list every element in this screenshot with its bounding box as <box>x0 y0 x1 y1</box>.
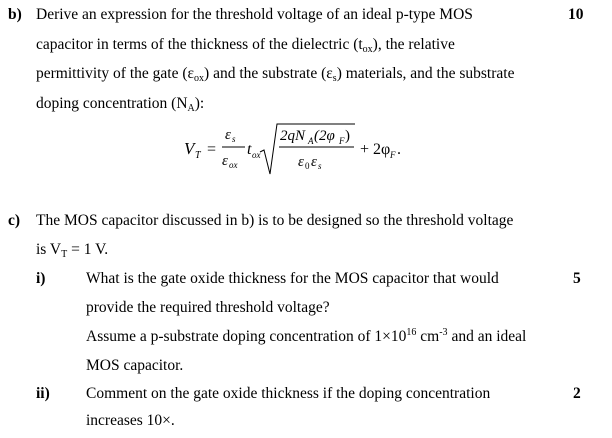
eq-rad-num: 2qN <box>280 128 306 144</box>
eq-equals: = <box>207 141 217 158</box>
eq-tail-sub: F <box>390 150 396 160</box>
part-c-i-line-2: provide the required threshold voltage? <box>86 299 330 316</box>
eq-lhs-sub: T <box>195 150 201 161</box>
eq-tail-end: . <box>397 141 401 158</box>
eq-tail: + 2φ <box>360 141 391 158</box>
eq-frac-num-sub: s <box>232 134 236 144</box>
eq-lhs: V <box>184 139 195 158</box>
eq-rad-num-paren: (2φ <box>314 128 335 144</box>
part-b-line-3: permittivity of the gate (εox) and the substrate (εs) materials, and the substrate <box>36 65 515 84</box>
part-c-i-line-1: What is the gate oxide thickness for the MOS capacitor that would <box>86 270 499 287</box>
eq-rad-den-sub: s <box>318 161 322 171</box>
eq-rad-num-close: ) <box>345 128 350 144</box>
part-c-line-2: is VT = 1 V. <box>36 241 109 260</box>
part-c-label: c) <box>8 212 21 229</box>
part-c-i-line-4: MOS capacitor. <box>86 357 184 374</box>
eq-frac-den: ε <box>222 153 228 169</box>
eq-frac-num: ε <box>225 127 231 143</box>
threshold-voltage-equation <box>180 118 440 185</box>
part-c-i-line-3: Assume a p-substrate doping concentration of $1\times 10^{16}$ $cm^{-3}$ and an ideal <box>86 327 527 345</box>
part-c-ii-label: ii) <box>36 385 50 402</box>
part-b-line-2: capacitor in terms of the thickness of the dielectric (tox), the relative <box>36 36 455 55</box>
part-c-i-label: i) <box>36 270 46 287</box>
eq-rad-den: ε <box>298 154 304 170</box>
part-c-line-1: The MOS capacitor discussed in b) is to be designed so the threshold voltage <box>36 212 514 229</box>
part-b-label: b) <box>8 6 22 23</box>
eq-frac-den-sub: ox <box>229 160 238 170</box>
part-b-marks: 10 <box>568 6 584 23</box>
eq-rad-num-paren-sub: F <box>339 136 345 146</box>
part-b-line-4: doping concentration (NA): <box>36 95 205 114</box>
part-c-i-marks: 5 <box>573 270 581 287</box>
eq-rad-den-sub0: 0 <box>305 161 310 171</box>
eq-t: t <box>247 141 252 158</box>
part-b-line-1: Derive an expression for the threshold voltage of an ideal p-type MOS <box>36 6 473 23</box>
eq-t-sub: ox <box>252 150 261 160</box>
eq-rad-num-sub: A <box>308 136 314 146</box>
equation-svg <box>180 118 440 180</box>
part-c-ii-line-1: Comment on the gate oxide thickness if the doping concentration <box>86 385 491 402</box>
part-c-ii-line-2: increases 10×. <box>86 412 175 429</box>
eq-rad-den2: ε <box>311 154 317 170</box>
part-c-ii-marks: 2 <box>573 385 581 402</box>
